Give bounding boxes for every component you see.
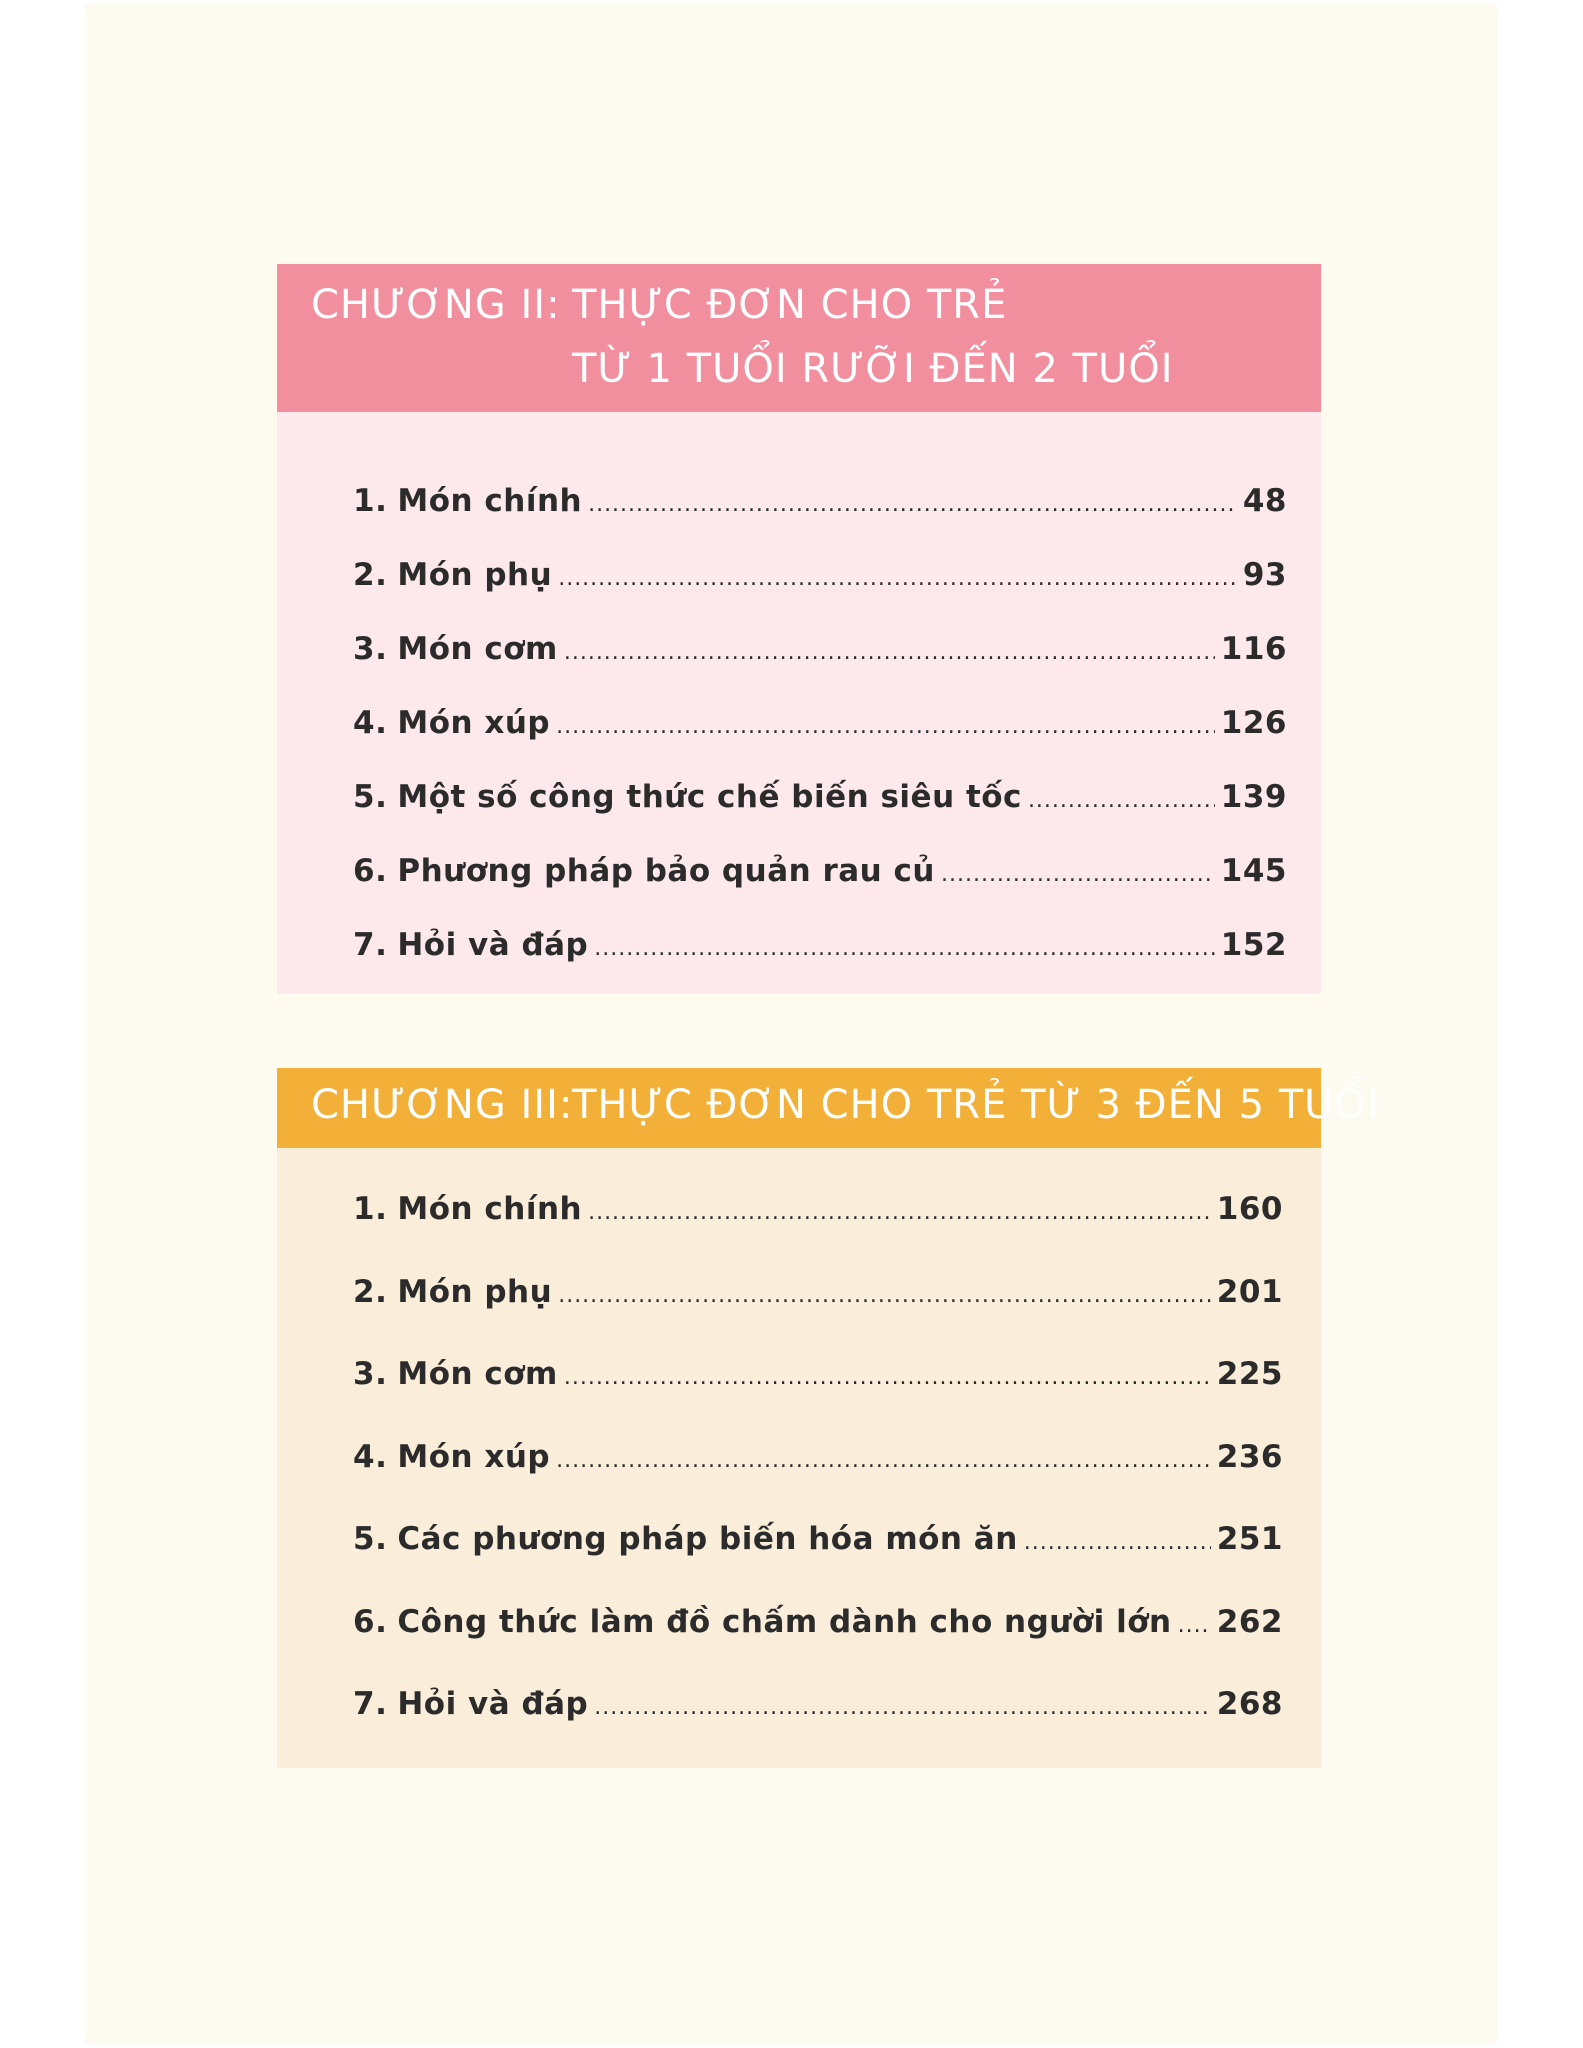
toc-entry-number: 2. — [353, 1273, 388, 1310]
toc-entry-page: 116 — [1220, 631, 1287, 667]
toc-entry-title: Món cơm — [397, 631, 558, 667]
toc-entry-title: Món xúp — [397, 705, 551, 741]
dot-leader — [588, 468, 1237, 542]
toc-list — [277, 1148, 1321, 1768]
toc-entry-number: 1. — [353, 1191, 388, 1227]
dot-leader — [1028, 764, 1215, 838]
toc-entry-page: 48 — [1242, 483, 1287, 519]
toc-entry[interactable] — [353, 1581, 1283, 1664]
toc-entry-title: Hỏi và đáp — [397, 1686, 589, 1722]
dot-leader — [941, 838, 1215, 912]
toc-entry[interactable] — [353, 1498, 1283, 1581]
toc-entry-title: Công thức làm đồ chấm dành cho người lớn — [397, 1603, 1172, 1640]
toc-entry-number: 7. — [353, 927, 388, 963]
toc-entry-page: 201 — [1216, 1273, 1283, 1310]
toc-entry-number: 5. — [353, 1521, 388, 1557]
chapter-section — [277, 1068, 1380, 1768]
toc-entry[interactable] — [353, 760, 1287, 834]
toc-entry-number: 7. — [353, 1686, 388, 1722]
dot-leader — [1024, 1502, 1211, 1585]
toc-entry-title: Món cơm — [397, 1356, 558, 1392]
dot-leader — [558, 542, 1237, 616]
toc-entry-number: 1. — [353, 483, 388, 519]
dot-leader — [558, 1255, 1211, 1338]
dot-leader — [588, 1172, 1211, 1255]
dot-leader — [594, 1667, 1211, 1750]
toc-entry-number: 2. — [353, 557, 388, 593]
toc-entry-page: 251 — [1216, 1521, 1283, 1557]
toc-entry-page: 145 — [1220, 853, 1287, 889]
toc-entry[interactable] — [353, 1333, 1283, 1416]
toc-entry-title: Hỏi và đáp — [397, 927, 589, 963]
toc-entry-page: 93 — [1242, 557, 1287, 593]
toc-entry-page: 225 — [1216, 1356, 1283, 1392]
chapter-title-line: THỰC ĐƠN CHO TRẺ TỪ 3 ĐẾN 5 TUỔI — [572, 1082, 1380, 1128]
toc-entry-title: Món chính — [397, 483, 583, 519]
chapter-section — [277, 264, 1321, 994]
chapter-label: CHƯƠNG II: — [311, 282, 561, 328]
toc-entry-page: 268 — [1216, 1686, 1283, 1722]
toc-entry-number: 6. — [353, 853, 388, 889]
toc-entry[interactable] — [353, 908, 1287, 982]
toc-entry-title: Món chính — [397, 1191, 583, 1227]
chapter-header — [277, 264, 1321, 412]
toc-entry-title: Món phụ — [397, 1273, 553, 1310]
toc-entry-page: 152 — [1220, 927, 1287, 963]
toc-entry-title: Món phụ — [397, 557, 553, 593]
toc-entry-number: 3. — [353, 631, 388, 667]
dot-leader — [564, 1337, 1211, 1420]
chapter-title-line: TỪ 1 TUỔI RƯỠI ĐẾN 2 TUỔI — [572, 346, 1174, 392]
dot-leader — [564, 616, 1215, 690]
chapter-title-line: THỰC ĐƠN CHO TRẺ — [572, 282, 1008, 328]
dot-leader — [1178, 1585, 1211, 1668]
toc-entry[interactable] — [353, 834, 1287, 908]
toc-entry-page: 126 — [1220, 705, 1287, 741]
toc-entry[interactable] — [353, 1168, 1283, 1251]
toc-entry[interactable] — [353, 538, 1287, 612]
toc-list — [277, 412, 1321, 994]
toc-entry-number: 4. — [353, 1438, 388, 1475]
toc-entry-page: 236 — [1216, 1438, 1283, 1475]
toc-entry[interactable] — [353, 1251, 1283, 1334]
toc-entry-page: 262 — [1216, 1603, 1283, 1640]
toc-entry[interactable] — [353, 612, 1287, 686]
toc-entry-number: 3. — [353, 1356, 388, 1392]
toc-entry-page: 160 — [1216, 1191, 1283, 1227]
toc-entry[interactable] — [353, 686, 1287, 760]
toc-entry-title: Món xúp — [397, 1438, 551, 1475]
toc-entry-title: Các phương pháp biến hóa món ăn — [397, 1521, 1018, 1557]
toc-entry-page: 139 — [1220, 779, 1287, 815]
toc-entry-title: Phương pháp bảo quản rau củ — [397, 853, 935, 889]
toc-entry[interactable] — [353, 1416, 1283, 1499]
chapter-header — [277, 1068, 1380, 1148]
toc-entry[interactable] — [353, 464, 1287, 538]
toc-entry-number: 6. — [353, 1603, 388, 1640]
dot-leader — [556, 1420, 1211, 1503]
toc-entry-title: Một số công thức chế biến siêu tốc — [397, 779, 1022, 815]
dot-leader — [594, 912, 1215, 986]
chapter-label: CHƯƠNG III: — [311, 1082, 574, 1128]
dot-leader — [556, 690, 1215, 764]
toc-entry[interactable] — [353, 1663, 1283, 1746]
toc-entry-number: 4. — [353, 705, 388, 741]
toc-entry-number: 5. — [353, 779, 388, 815]
